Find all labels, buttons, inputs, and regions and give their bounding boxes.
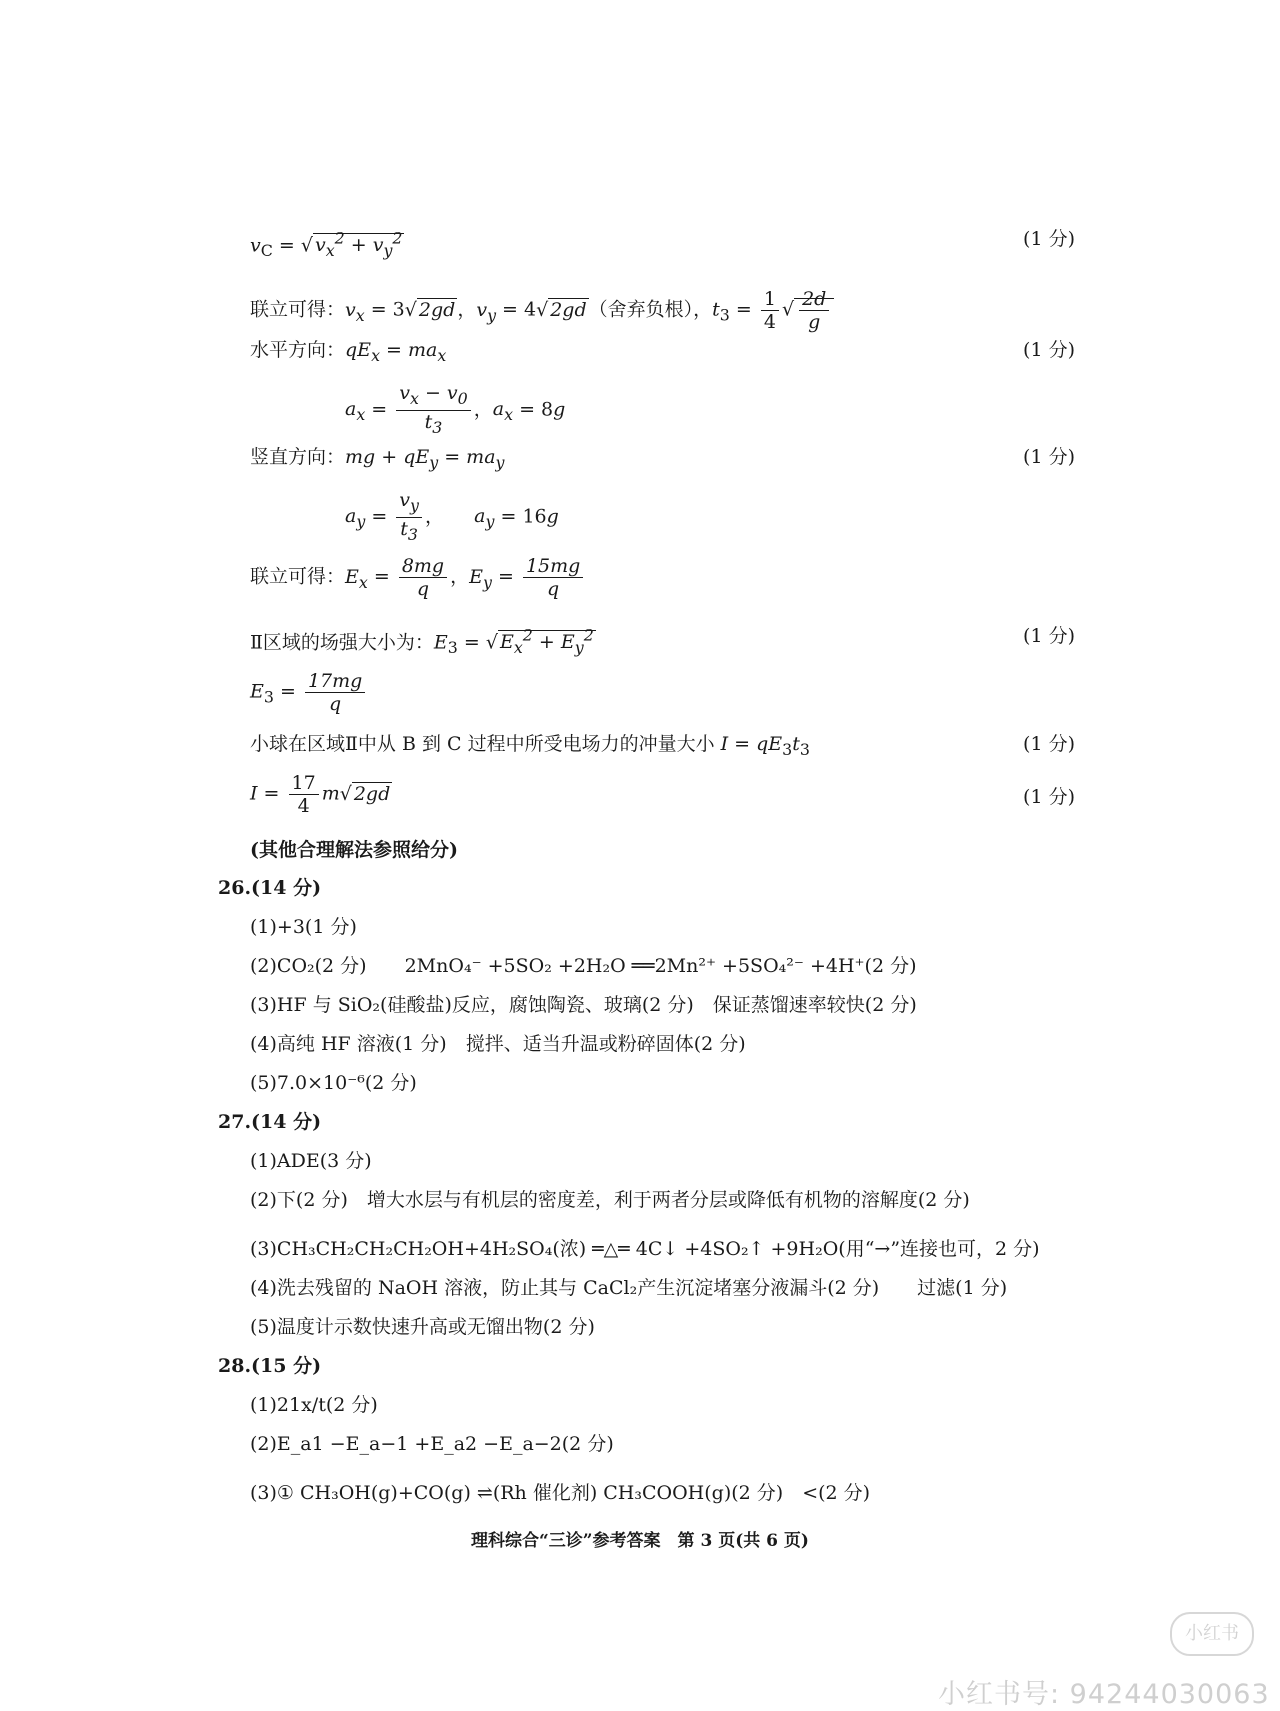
eq-combine-E: 联立可得：$E_x$ = $\frac{8mg}{q}$ ，$E_y$ = $\frac{15mg}{q}$ [250, 555, 586, 600]
q26-item: (3)HF 与 SiO₂(硅酸盐)反应，腐蚀陶瓷、玻璃(2 分) 保证蒸馏速率较快(2 分) [250, 994, 917, 1016]
score: (1 分) [1023, 228, 1075, 250]
eq-vertical: 竖直方向：mg + $qE_y = ma_y$ [250, 446, 505, 472]
q26-item: (2)CO₂(2 分) 2MnO₄⁻ +5SO₂ +2H₂O ══2Mn²⁺ +5SO₄²⁻ +4H⁺(2 分) [250, 955, 917, 977]
eq-impulse-def: 小球在区域Ⅱ中从 B 到 C 过程中所受电场力的冲量大小 $I = qE_3t_3$ [250, 733, 810, 759]
q27-item: (3)CH₃CH₂CH₂CH₂OH+4H₂SO₄(浓) ═△═ 4C↓ +4SO₂↑ +9H₂O(用“→”连接也可，2 分) [250, 1238, 1040, 1260]
eq-vc: $v_C$ = √ $v_x^2 + v_y^2$ [250, 227, 404, 263]
score: (1 分) [1023, 339, 1075, 361]
q27-item: (4)洗去残留的 NaOH 溶液，防止其与 CaCl₂产生沉淀堵塞分液漏斗(2 分) 过滤(1 分) [250, 1277, 1008, 1299]
q28-item: (2)E_a1 −E_a−1 +E_a2 −E_a−2(2 分) [250, 1433, 614, 1455]
eq-E3-def: Ⅱ区域的场强大小为：$E_3$ = √ $E_x^2 + E_y^2$ [250, 626, 594, 658]
page-footer: 理科综合“三诊”参考答案 第 3 页(共 6 页) [471, 1531, 809, 1551]
q27-header: 27.(14 分) [218, 1111, 322, 1133]
score: (1 分) [1023, 446, 1075, 468]
sqrt: √ $v_x^2 + v_y^2$ [300, 229, 403, 261]
score: (1 分) [1023, 733, 1075, 755]
watermark-text: 小红书号: 94244030063 [938, 1679, 1270, 1710]
q26-item: (4)高纯 HF 溶液(1 分) 搅拌、适当升温或粉碎固体(2 分) [250, 1033, 746, 1055]
score: (1 分) [1023, 625, 1075, 647]
q28-item: (3)① CH₃OH(g)+CO(g) ⇌(Rh 催化剂) CH₃COOH(g)(2 分) <(2 分) [250, 1482, 871, 1504]
note-other-methods: (其他合理解法参照给分) [250, 839, 458, 861]
q28-header: 28.(15 分) [218, 1355, 322, 1377]
eq-impulse-value: I = $\frac{17}{4}$ m√ 2gd [250, 772, 391, 817]
eq-E3-value: $E_3$ = $\frac{17mg}{q}$ [250, 670, 368, 715]
q27-item: (1)ADE(3 分) [250, 1150, 372, 1172]
q27-item: (5)温度计示数快速升高或无馏出物(2 分) [250, 1316, 595, 1338]
eq-ay: $a_y$ = $\frac{v_y}{t_3}$ ， $a_y = 16g$ [345, 489, 559, 544]
watermark-badge: 小红书 [1170, 1612, 1254, 1656]
eq-combine-v: 联立可得：$v_x = 3√$ 2gd ，$v_y = 4√$ 2gd （舍弃负根），$t_3$ = $\frac{1}{4}$ √ $\frac{2d}{g}$ [250, 288, 834, 333]
q26-header: 26.(14 分) [218, 877, 322, 899]
eq-horizontal: 水平方向：$qE_x = ma_x$ [250, 339, 447, 365]
q26-item: (1)+3(1 分) [250, 916, 357, 938]
score: (1 分) [1023, 786, 1075, 808]
eq-ax: $a_x$ = $\frac{v_x - v_0}{t_3}$ ，$a_x = 8g$ [345, 382, 566, 437]
q26-item: (5)7.0×10⁻⁶(2 分) [250, 1072, 417, 1094]
q27-item: (2)下(2 分) 增大水层与有机层的密度差，利于两者分层或降低有机物的溶解度(2 分) [250, 1189, 970, 1211]
q28-item: (1)21x/t(2 分) [250, 1394, 378, 1416]
